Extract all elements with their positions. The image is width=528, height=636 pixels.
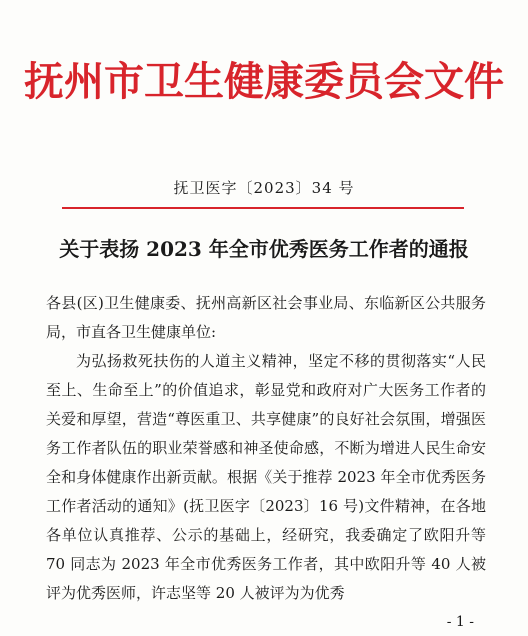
page-number: - 1 - <box>446 614 474 630</box>
document-body <box>46 289 486 608</box>
body-paragraph: 为弘扬救死扶伤的人道主义精神，坚定不移的贯彻落实“人民至上、生命至上”的价值追求，彰显党和政府对广大医务工作者的关爱和厚望，营造“尊医重卫、共享健康”的良好社会氛围，增强医务工作者队伍的职业荣誉感和神圣使命感，不断为增进人民生命安全和身体健康作出新贡献。根据《关于推荐 2023 年全市优秀医务工作者活动的通知》(抚卫医字〔2023〕16 号)文件精神，在各地各单位认真推荐、公示的基础上，经研究，我委确定了欧阳升等 70 同志为 2023 年全市优秀医务工作者，其中欧阳升等 40 人被评为优秀医师，许志坚等 20 人被评为为优秀 <box>46 352 486 602</box>
recipients-line: 各县(区)卫生健康委、抚州高新区社会事业局、东临新区公共服务局，市直各卫生健康单位: <box>46 294 486 341</box>
notice-title: 关于表扬 2023 年全市优秀医务工作者的通报 <box>59 237 469 261</box>
document-number: 抚卫医字〔2023〕34 号 <box>173 179 355 197</box>
red-divider-line <box>62 207 464 209</box>
issuer-header-title: 抚州市卫生健康委员会文件 <box>24 58 504 105</box>
